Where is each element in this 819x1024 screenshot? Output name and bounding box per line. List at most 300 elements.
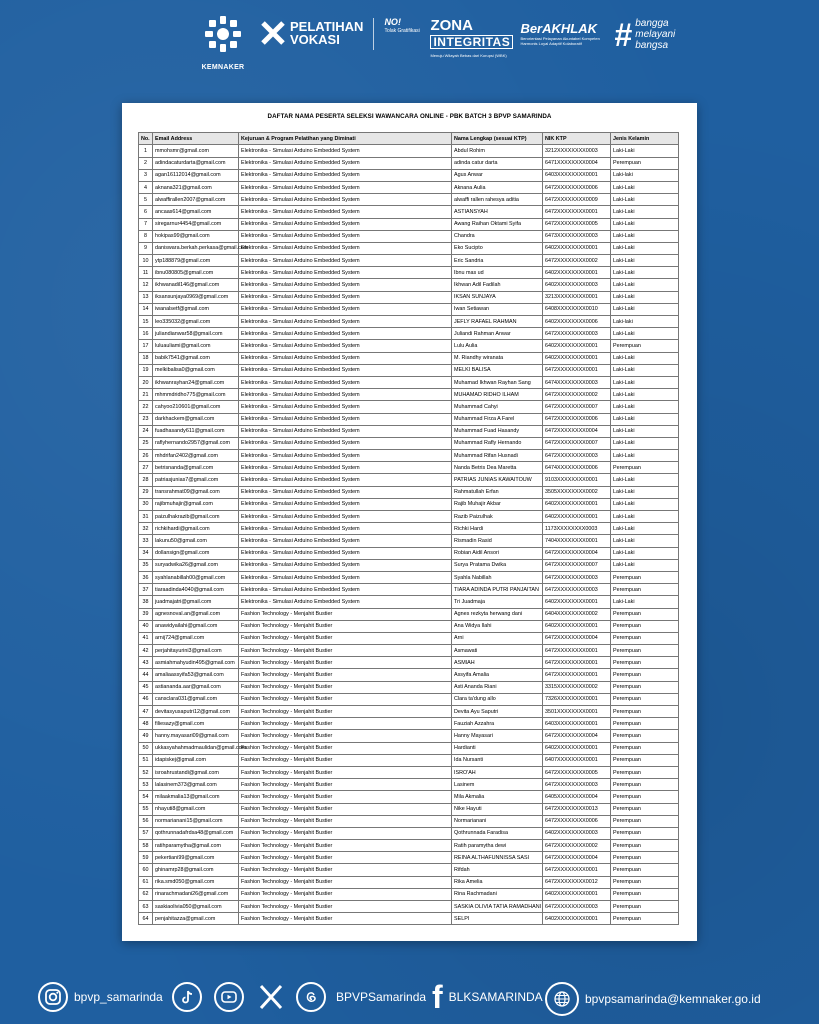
table-row <box>139 632 679 644</box>
cell-gender: Laki-Laki <box>611 242 679 254</box>
cell-nik: 6472XXXXXXXX0004 <box>543 425 611 437</box>
x-icon <box>256 982 286 1012</box>
cell-name: Hardianti <box>452 742 543 754</box>
cell-program: Fashion Technology - Menjahit Bustier <box>239 632 452 644</box>
cell-program: Elektronika - Simulasi Arduino Embedded System <box>239 511 452 523</box>
cell-email: melkibalisa0@gmail.com <box>153 364 239 376</box>
cell-no: 25 <box>139 437 153 449</box>
cell-name: JEFLY RAFAEL RAHMAN <box>452 316 543 328</box>
cell-email: darkhackem@gmail.com <box>153 413 239 425</box>
cell-nik: 6472XXXXXXXX0001 <box>543 864 611 876</box>
table-row <box>139 706 679 718</box>
cell-nik: 6472XXXXXXXX0002 <box>543 840 611 852</box>
cell-nik: 6407XXXXXXXX0001 <box>543 754 611 766</box>
cell-program: Elektronika - Simulasi Arduino Embedded System <box>239 169 452 181</box>
cell-program: Elektronika - Simulasi Arduino Embedded System <box>239 255 452 267</box>
cell-nik: 6471XXXXXXXX0004 <box>543 157 611 169</box>
cell-name: Razib Paizulhak <box>452 511 543 523</box>
akhlak-small: Berorientasi Pelayanan Akuntabel Kompeten Harmonis Loyal Adaptif Kolaboratif <box>520 36 600 46</box>
cell-no: 18 <box>139 352 153 364</box>
cell-name: Awang Raihan Oktami Syifa <box>452 218 543 230</box>
cell-name: M. Riandhy wiranata <box>452 352 543 364</box>
cell-gender: Perempuan <box>611 608 679 620</box>
cell-email: penjahitazza@gmail.com <box>153 913 239 925</box>
cell-email: dollansign@gmail.com <box>153 547 239 559</box>
cell-nik: 6472XXXXXXXX0001 <box>543 669 611 681</box>
header-logos <box>196 14 675 76</box>
cell-no: 15 <box>139 316 153 328</box>
table-row <box>139 596 679 608</box>
cell-name: Muhamad Ikhwan Rayhan Sang <box>452 376 543 388</box>
cell-email: paizulhakrazib@gmail.com <box>153 511 239 523</box>
cell-program: Fashion Technology - Menjahit Bustier <box>239 730 452 742</box>
document-paper <box>122 103 697 941</box>
threads-icon <box>296 982 326 1012</box>
cell-gender: Perempuan <box>611 645 679 657</box>
cell-program: Fashion Technology - Menjahit Bustier <box>239 718 452 730</box>
cell-program: Elektronika - Simulasi Arduino Embedded System <box>239 340 452 352</box>
cell-program: Elektronika - Simulasi Arduino Embedded System <box>239 364 452 376</box>
cell-email: fuadhasandy611@gmail.com <box>153 425 239 437</box>
cell-name: IKSAN SUNJAYA <box>452 291 543 303</box>
cell-gender: Perempuan <box>611 815 679 827</box>
table-row <box>139 316 679 328</box>
cell-name: Rismadin Rasid <box>452 535 543 547</box>
tiktok-link[interactable] <box>172 982 202 1012</box>
cell-program: Elektronika - Simulasi Arduino Embedded System <box>239 389 452 401</box>
cell-program: Fashion Technology - Menjahit Bustier <box>239 754 452 766</box>
cell-no: 24 <box>139 425 153 437</box>
cell-gender: Perempuan <box>611 876 679 888</box>
cell-no: 44 <box>139 669 153 681</box>
cell-gender: Laki-Laki <box>611 486 679 498</box>
cell-email: juadmajatri@gmail.com <box>153 596 239 608</box>
cell-email: qothrunnadafrdsa48@gmail.com <box>153 827 239 839</box>
cell-no: 35 <box>139 559 153 571</box>
cell-no: 52 <box>139 766 153 778</box>
cell-name: SELPI <box>452 913 543 925</box>
cell-gender: Laki-Laki <box>611 145 679 157</box>
cell-name: Ikhwan Adil Fadilah <box>452 279 543 291</box>
cell-name: Arni <box>452 632 543 644</box>
cell-nik: 6402XXXXXXXX0001 <box>543 888 611 900</box>
cell-nik: 6402XXXXXXXX0001 <box>543 352 611 364</box>
cell-no: 2 <box>139 157 153 169</box>
col-header-email: Email Address <box>153 133 239 145</box>
cell-email: perjahitayurini3@gmail.com <box>153 645 239 657</box>
table-row <box>139 876 679 888</box>
cell-program: Elektronika - Simulasi Arduino Embedded System <box>239 181 452 193</box>
cell-name: Clara ta'dung allo <box>452 693 543 705</box>
cell-nik: 6472XXXXXXXX0004 <box>543 547 611 559</box>
cell-gender: Perempuan <box>611 462 679 474</box>
tolak-small: Tolak Gratifikasi <box>384 28 420 34</box>
table-row <box>139 328 679 340</box>
cell-nik: 6403XXXXXXXX0001 <box>543 718 611 730</box>
cell-name: PATRIAS JUNIAS KAWAITOUW <box>452 474 543 486</box>
cell-no: 16 <box>139 328 153 340</box>
cell-program: Elektronika - Simulasi Arduino Embedded System <box>239 413 452 425</box>
table-row <box>139 584 679 596</box>
cell-no: 11 <box>139 267 153 279</box>
cell-name: Tri Juadmaja <box>452 596 543 608</box>
cell-name: ISRO'AH <box>452 766 543 778</box>
cell-no: 27 <box>139 462 153 474</box>
cell-no: 30 <box>139 498 153 510</box>
table-row <box>139 766 679 778</box>
cell-gender: Laki-Laki <box>611 206 679 218</box>
cell-program: Elektronika - Simulasi Arduino Embedded System <box>239 206 452 218</box>
cell-no: 61 <box>139 876 153 888</box>
cell-nik: 6408XXXXXXXX0010 <box>543 303 611 315</box>
cell-name: Eric Sandria <box>452 255 543 267</box>
cell-name: Muhammad Firza A Farel <box>452 413 543 425</box>
cell-program: Fashion Technology - Menjahit Bustier <box>239 779 452 791</box>
cell-name: Rika Amelia <box>452 876 543 888</box>
cell-gender: Perempuan <box>611 840 679 852</box>
cell-gender: Perempuan <box>611 901 679 913</box>
cell-nik: 6472XXXXXXXX0006 <box>543 181 611 193</box>
cell-gender: Laki-Laki <box>611 364 679 376</box>
cell-name: Muhammad Rifan Husnadi <box>452 450 543 462</box>
cell-no: 56 <box>139 815 153 827</box>
table-row <box>139 888 679 900</box>
cell-gender: Laki-Laki <box>611 498 679 510</box>
cell-program: Elektronika - Simulasi Arduino Embedded System <box>239 316 452 328</box>
cell-no: 43 <box>139 657 153 669</box>
cell-email: saskiaolivia050@gmail.com <box>153 901 239 913</box>
cell-nik: 6472XXXXXXXX0003 <box>543 328 611 340</box>
cell-no: 5 <box>139 194 153 206</box>
table-row <box>139 754 679 766</box>
zona-line-2: INTEGRITAS <box>430 35 513 49</box>
cell-name: Eko Sucipto <box>452 242 543 254</box>
cell-no: 39 <box>139 608 153 620</box>
cell-email: patriasjunias7@gmail.com <box>153 474 239 486</box>
col-header-program: Kejuruan & Program Pelatihan yang Diminati <box>239 133 452 145</box>
tolak-gratifikasi-logo <box>384 16 420 34</box>
cell-email: mhdrifan2402@gmail.com <box>153 450 239 462</box>
cell-no: 49 <box>139 730 153 742</box>
cell-no: 54 <box>139 791 153 803</box>
cell-gender: Laki-Laki <box>611 279 679 291</box>
cell-name: MUHAMAD RIDHO ILHAM <box>452 389 543 401</box>
table-body <box>139 145 679 925</box>
cell-gender: Laki-laki <box>611 316 679 328</box>
cell-nik: 3501XXXXXXXX0001 <box>543 706 611 718</box>
email-link[interactable] <box>545 982 761 1016</box>
cell-program: Fashion Technology - Menjahit Bustier <box>239 803 452 815</box>
footer-socials <box>0 970 819 1020</box>
cell-no: 33 <box>139 535 153 547</box>
cell-name: Richki Hardi <box>452 523 543 535</box>
cell-email: idapiskej@gmail.com <box>153 754 239 766</box>
cell-email: agan16112014@gmail.com <box>153 169 239 181</box>
cell-no: 12 <box>139 279 153 291</box>
table-row <box>139 815 679 827</box>
cell-gender: Laki-Laki <box>611 535 679 547</box>
kemnaker-logo <box>196 14 250 76</box>
cell-no: 59 <box>139 852 153 864</box>
table-row <box>139 218 679 230</box>
cell-program: Elektronika - Simulasi Arduino Embedded System <box>239 437 452 449</box>
table-row <box>139 901 679 913</box>
cell-program: Elektronika - Simulasi Arduino Embedded System <box>239 401 452 413</box>
cell-email: rika.smd050@gmail.com <box>153 876 239 888</box>
cell-no: 36 <box>139 571 153 583</box>
table-row <box>139 852 679 864</box>
cell-gender: Laki-Laki <box>611 413 679 425</box>
cell-email: juliandianwar58@gmail.com <box>153 328 239 340</box>
cell-nik: 3213XXXXXXXX0001 <box>543 291 611 303</box>
cell-name: Chandra <box>452 230 543 242</box>
cell-no: 13 <box>139 291 153 303</box>
cell-program: Elektronika - Simulasi Arduino Embedded System <box>239 291 452 303</box>
youtube-link[interactable] <box>214 982 244 1012</box>
berakhlak-logo <box>520 22 604 46</box>
cell-email: alwaffirallen2007@gmail.com <box>153 194 239 206</box>
col-header-no: No. <box>139 133 153 145</box>
x-link[interactable] <box>256 982 286 1012</box>
table-row <box>139 181 679 193</box>
table-row <box>139 169 679 181</box>
cell-nik: 6472XXXXXXXX0005 <box>543 766 611 778</box>
table-row <box>139 437 679 449</box>
cell-email: syahlanabillah00@gmail.com <box>153 571 239 583</box>
table-row <box>139 498 679 510</box>
cell-gender: Perempuan <box>611 888 679 900</box>
cell-email: raflyhernando2957@gmail.com <box>153 437 239 449</box>
cell-no: 26 <box>139 450 153 462</box>
cell-no: 50 <box>139 742 153 754</box>
cell-name: Ida Nursanti <box>452 754 543 766</box>
cell-email: suryadwika26@gmail.com <box>153 559 239 571</box>
cell-nik: 3505XXXXXXXX0002 <box>543 486 611 498</box>
pelatihan-vokasi-logo <box>260 20 363 46</box>
cell-name: Mila Akmalia <box>452 791 543 803</box>
cell-gender: Perempuan <box>611 693 679 705</box>
table-row <box>139 401 679 413</box>
bangga-word-2: melayani <box>635 29 676 40</box>
cell-nik: 6474XXXXXXXX0003 <box>543 376 611 388</box>
cell-program: Elektronika - Simulasi Arduino Embedded System <box>239 425 452 437</box>
cell-name: ASTIANSYAH <box>452 206 543 218</box>
cell-program: Elektronika - Simulasi Arduino Embedded System <box>239 303 452 315</box>
cell-email: tiaraadinda4040@gmail.com <box>153 584 239 596</box>
zona-line-1: ZONA <box>430 17 473 34</box>
cell-gender: Laki-Laki <box>611 474 679 486</box>
cell-gender: Perempuan <box>611 791 679 803</box>
cell-nik: 6472XXXXXXXX0003 <box>543 571 611 583</box>
cell-name: Fauziah Azzahra <box>452 718 543 730</box>
cell-email: ikhwanrayhan24@gmail.com <box>153 376 239 388</box>
cell-program: Elektronika - Simulasi Arduino Embedded System <box>239 157 452 169</box>
cell-no: 46 <box>139 693 153 705</box>
cell-name: Normarianani <box>452 815 543 827</box>
cell-email: hanny.mayasari09@gmail.com <box>153 730 239 742</box>
cell-program: Elektronika - Simulasi Arduino Embedded System <box>239 376 452 388</box>
cell-program: Elektronika - Simulasi Arduino Embedded System <box>239 535 452 547</box>
table-row <box>139 535 679 547</box>
cell-gender: Laki-Laki <box>611 194 679 206</box>
cell-nik: 6472XXXXXXXX0004 <box>543 632 611 644</box>
cell-no: 40 <box>139 620 153 632</box>
cell-nik: 3315XXXXXXXX0002 <box>543 681 611 693</box>
cell-email: nhayuti8@gmail.com <box>153 803 239 815</box>
cell-email: cahyoo210601@gmail.com <box>153 401 239 413</box>
cell-program: Fashion Technology - Menjahit Bustier <box>239 913 452 925</box>
cell-gender: Perempuan <box>611 913 679 925</box>
cell-name: adinda catur darta <box>452 157 543 169</box>
cell-email: ikhwanadil146@gmail.com <box>153 279 239 291</box>
cell-email: daniswara.berkah.perkasa@gmail.com <box>153 242 239 254</box>
cell-email: ytp188879@gmail.com <box>153 255 239 267</box>
cell-email: anawidyailahi@gmail.com <box>153 620 239 632</box>
cell-email: ancaas614@gmail.com <box>153 206 239 218</box>
cell-nik: 6473XXXXXXXX0003 <box>543 230 611 242</box>
col-header-name: Nama Lengkap (sesuai KTP) <box>452 133 543 145</box>
cell-nik: 1173XXXXXXXX0003 <box>543 523 611 535</box>
cell-nik: 6472XXXXXXXX0003 <box>543 779 611 791</box>
cell-program: Fashion Technology - Menjahit Bustier <box>239 608 452 620</box>
cell-gender: Laki-Laki <box>611 511 679 523</box>
cell-nik: 7326XXXXXXXX0001 <box>543 693 611 705</box>
cell-nik: 6402XXXXXXXX0001 <box>543 340 611 352</box>
cell-gender: Laki-Laki <box>611 255 679 267</box>
vokasi-x-icon <box>260 20 286 46</box>
email-address: bpvpsamarinda@kemnaker.go.id <box>585 992 761 1006</box>
cell-gender: Laki-Laki <box>611 230 679 242</box>
header-divider <box>373 18 374 50</box>
cell-program: Fashion Technology - Menjahit Bustier <box>239 620 452 632</box>
cell-nik: 6402XXXXXXXX0001 <box>543 913 611 925</box>
cell-program: Fashion Technology - Menjahit Bustier <box>239 815 452 827</box>
threads-link[interactable] <box>296 982 426 1012</box>
cell-name: Hanny Mayasari <box>452 730 543 742</box>
table-row <box>139 352 679 364</box>
cell-no: 7 <box>139 218 153 230</box>
cell-gender: Perempuan <box>611 157 679 169</box>
youtube-icon <box>214 982 244 1012</box>
cell-gender: Perempuan <box>611 852 679 864</box>
cell-nik: 6402XXXXXXXX0001 <box>543 498 611 510</box>
cell-email: transrahmat09@gmail.com <box>153 486 239 498</box>
cell-name: ASMIAH <box>452 657 543 669</box>
cell-gender: Perempuan <box>611 632 679 644</box>
cell-nik: 6402XXXXXXXX0001 <box>543 511 611 523</box>
cell-no: 10 <box>139 255 153 267</box>
cell-gender: Laki-Laki <box>611 328 679 340</box>
zona-small: Menuju Wilayah Bebas dari Korupsi (WBK) <box>430 53 507 58</box>
cell-gender: Laki-Laki <box>611 401 679 413</box>
cell-program: Fashion Technology - Menjahit Bustier <box>239 864 452 876</box>
cell-program: Fashion Technology - Menjahit Bustier <box>239 657 452 669</box>
cell-no: 37 <box>139 584 153 596</box>
table-row <box>139 462 679 474</box>
cell-email: mhmmdridho775@gmail.com <box>153 389 239 401</box>
cell-nik: 6472XXXXXXXX0003 <box>543 901 611 913</box>
cell-gender: Laki-laki <box>611 169 679 181</box>
cell-email: pekertiani99@gmail.com <box>153 852 239 864</box>
cell-email: isroahrustandi@gmail.com <box>153 766 239 778</box>
cell-name: Asmawati <box>452 645 543 657</box>
cell-gender: Perempuan <box>611 571 679 583</box>
cell-program: Elektronika - Simulasi Arduino Embedded System <box>239 328 452 340</box>
cell-no: 51 <box>139 754 153 766</box>
instagram-icon <box>38 982 68 1012</box>
cell-gender: Perempuan <box>611 779 679 791</box>
table-row <box>139 206 679 218</box>
table-row <box>139 645 679 657</box>
col-header-gender: Jenis Kelamin <box>611 133 679 145</box>
cell-gender: Perempuan <box>611 827 679 839</box>
table-row <box>139 389 679 401</box>
kemnaker-gear-icon <box>203 14 243 54</box>
cell-no: 19 <box>139 364 153 376</box>
cell-no: 55 <box>139 803 153 815</box>
cell-program: Elektronika - Simulasi Arduino Embedded System <box>239 267 452 279</box>
cell-no: 64 <box>139 913 153 925</box>
cell-email: lalasinem373@gmail.com <box>153 779 239 791</box>
facebook-link[interactable] <box>432 979 543 1015</box>
cell-nik: 6472XXXXXXXX0002 <box>543 255 611 267</box>
cell-name: Qothrunnada Faradisa <box>452 827 543 839</box>
cell-gender: Laki-Laki <box>611 181 679 193</box>
cell-no: 58 <box>139 840 153 852</box>
table-row <box>139 779 679 791</box>
table-row <box>139 840 679 852</box>
table-row <box>139 803 679 815</box>
cell-nik: 6472XXXXXXXX0007 <box>543 437 611 449</box>
cell-email: cansclara031@gmail.com <box>153 693 239 705</box>
cell-program: Fashion Technology - Menjahit Bustier <box>239 706 452 718</box>
cell-name: Ratih paramytha dewi <box>452 840 543 852</box>
cell-program: Fashion Technology - Menjahit Bustier <box>239 791 452 803</box>
table-row <box>139 450 679 462</box>
cell-no: 47 <box>139 706 153 718</box>
cell-email: iksansunjaya0969@gmail.com <box>153 291 239 303</box>
cell-email: ukkasyahahmadmaulidan@gmail.com <box>153 742 239 754</box>
table-row <box>139 718 679 730</box>
cell-program: Elektronika - Simulasi Arduino Embedded System <box>239 474 452 486</box>
cell-name: Ana Widya Ilahi <box>452 620 543 632</box>
cell-nik: 6404XXXXXXXX0002 <box>543 608 611 620</box>
cell-nik: 6472XXXXXXXX0005 <box>543 218 611 230</box>
cell-program: Elektronika - Simulasi Arduino Embedded System <box>239 571 452 583</box>
table-row <box>139 230 679 242</box>
table-row <box>139 523 679 535</box>
cell-name: SASKIA OLIVIA TATIA RAMADHANI <box>452 901 543 913</box>
cell-name: REINA ALTHAFUNNISSA SASI <box>452 852 543 864</box>
instagram-link[interactable] <box>38 982 163 1012</box>
cell-name: Aknana Aulia <box>452 181 543 193</box>
cell-nik: 6472XXXXXXXX0001 <box>543 364 611 376</box>
cell-nik: 6402XXXXXXXX0001 <box>543 242 611 254</box>
table-row <box>139 279 679 291</box>
bangga-word-3: bangsa <box>635 40 669 51</box>
cell-nik: 6472XXXXXXXX0007 <box>543 559 611 571</box>
cell-gender: Perempuan <box>611 803 679 815</box>
cell-no: 17 <box>139 340 153 352</box>
cell-no: 6 <box>139 206 153 218</box>
table-row <box>139 413 679 425</box>
cell-gender: Laki-Laki <box>611 389 679 401</box>
cell-no: 9 <box>139 242 153 254</box>
table-row <box>139 913 679 925</box>
table-row <box>139 242 679 254</box>
table-row <box>139 425 679 437</box>
cell-name: Lasinem <box>452 779 543 791</box>
